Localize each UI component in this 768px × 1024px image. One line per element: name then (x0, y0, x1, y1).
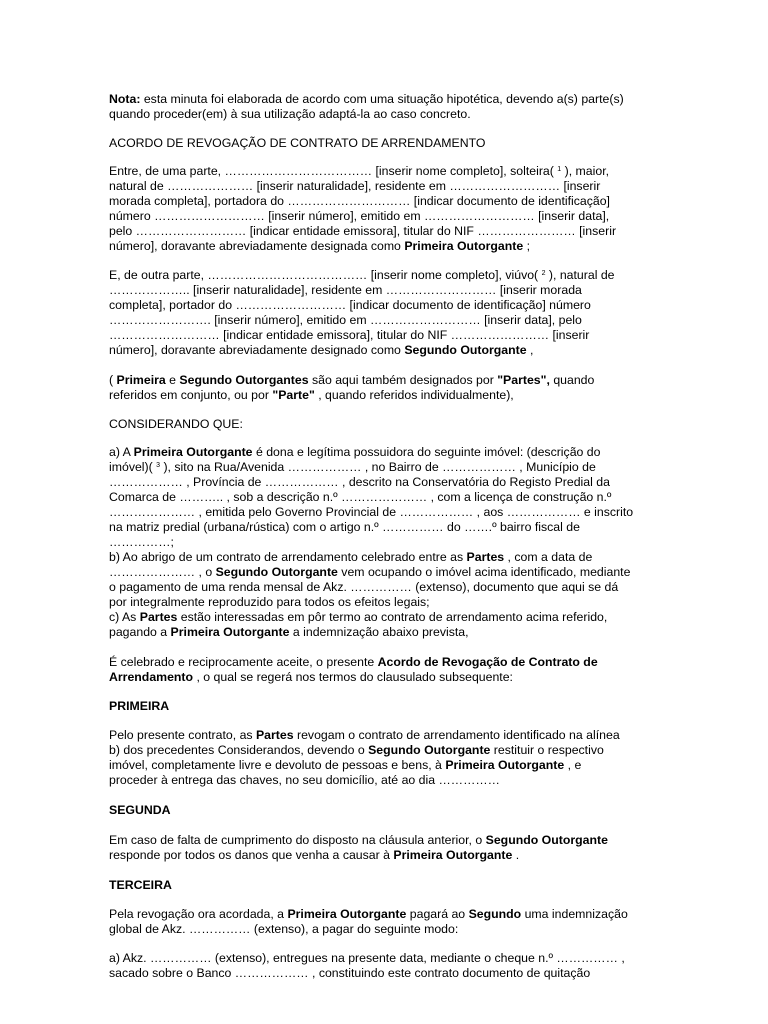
note-paragraph: Nota: esta minuta foi elaborada de acordo com uma situação hipotética, devendo a(s) parte(s) quando proceder(em) à sua utilização adaptá-la ao caso concreto. (109, 92, 624, 121)
clause-2-heading: SEGUNDA (109, 803, 171, 817)
clause-3-heading: TERCEIRA (109, 878, 172, 892)
note-label: Nota: (109, 92, 141, 106)
clause-1-text: Pelo presente contrato, as Partes revogam o contrato de arrendamento identificado na alínea b) dos precedentes Considerandos, devendo o Segundo Outorgante restituir o respectivo imóvel, completamente livre e devoluto de pessoas e bens, à Primeira Outorgante , e proceder à entrega das chaves, no seu domicílio, até ao dia …………… (109, 728, 620, 787)
considering-heading: CONSIDERANDO QUE: (109, 417, 243, 431)
clause-3-text: Pela revogação ora acordada, a Primeira Outorgante pagará ao Segundo uma indemnização global de Akz. …………… (extenso), a pagar do seguinte modo: (109, 907, 628, 936)
clause-3-item-a: a) Akz. …………… (extenso), entregues na presente data, mediante o cheque n.º …………… , sacado sobre o Banco ……………… , constituindo este contrato documento de quitação (109, 951, 625, 980)
first-party-name: Primeira Outorgante (404, 239, 524, 253)
second-party-paragraph: E, de outra parte, ………………………………… [inserir nome completo], viúvo( $^2$ ), natural de ……………….. [inserir naturalidade], residente em ……………………… [inserir morada completa], portador do ……………………… [indicar documento de identificação] número ……………………. [inserir número], emitido em ……………………… [inserir data], pelo ……………………… [indicar entidade emissora], titular do NIF …………………… [inserir número], doravante abreviadamente designado como Segundo Outorgante , (109, 268, 615, 357)
second-party-name: Segundo Outorgante (404, 343, 527, 357)
parties-definition-paragraph: ( Primeira e Segundo Outorgantes são aqui também designados por "Partes", quando referidos em conjunto, ou por "Parte" , quando referidos individualmente), (109, 373, 595, 402)
considering-item-b: b) Ao abrigo de um contrato de arrendamento celebrado entre as Partes , com a data de (109, 550, 593, 564)
first-party-paragraph: Entre, de uma parte, ……………………………… [inserir nome completo], solteira( $^1$ ), maior, natural de ………………… [inserir naturalidade], residente em ……………………… [inserir morada completa], portadora do ………………………… [indicar documento de identificação] número ……………………… [inserir número], emitido em ……………………… [inserir data], pelo ……………………… [indicar entidade emissora], titular do NIF …………………… [inserir número], doravante abreviadamente designada como Primeira Outorgante ; (109, 164, 617, 253)
considering-item-c: c) As Partes estão interessadas em pôr termo ao contrato de arrendamento acima referido, (109, 610, 608, 624)
considering-item-a: a) A Primeira Outorgante é dona e legítima possuidora do seguinte imóvel: (descrição do (109, 445, 601, 459)
clause-2-text: Em caso de falta de cumprimento do disposto na cláusula anterior, o Segundo Outorgante responde por todos os danos que venha a causar à Primeira Outorgante . (109, 833, 608, 862)
celebration-paragraph: É celebrado e reciprocamente aceite, o presente Acordo de Revogação de Contrato de Arrendamento , o qual se regerá nos termos do clausulado subsequente: (109, 655, 598, 684)
document-title: ACORDO DE REVOGAÇÃO DE CONTRATO DE ARRENDAMENTO (109, 136, 486, 150)
clause-1-heading: PRIMEIRA (109, 699, 170, 713)
considering-items: a) A Primeira Outorgante é dona e legítima possuidora do seguinte imóvel: (descrição do imóvel)( $^3$ ), sito na Rua/Avenida ……………… , no Bairro de ……………… , Município de ……………… , Província de ……………… , descrito na Conservatória do Registo Predial da Comarca de ……….. , sob a descrição n.º ………………… , com a licença de construção n.º ………………… , emitida pelo Governo Provincial de ……………… , aos ……………… e inscrito na matriz predial (urbana/rústica) com o artigo n.º …………… do …….º bairro fiscal de ……………; b) Ao abrigo de um contrato de arrendamento celebrado entre as Partes , com a data de ………………… , o Segundo Outorgante vem ocupando o imóvel acima identificado, mediante o pagamento de uma renda mensal de Akz. …………… (extenso), documento que aqui se dá por integralmente reproduzido para todos os efeitos legais; c) As Partes estão interessadas em pôr termo ao contrato de arrendamento acima referido, pagando a Primeira Outorgante a indemnização abaixo prevista, (109, 445, 659, 640)
